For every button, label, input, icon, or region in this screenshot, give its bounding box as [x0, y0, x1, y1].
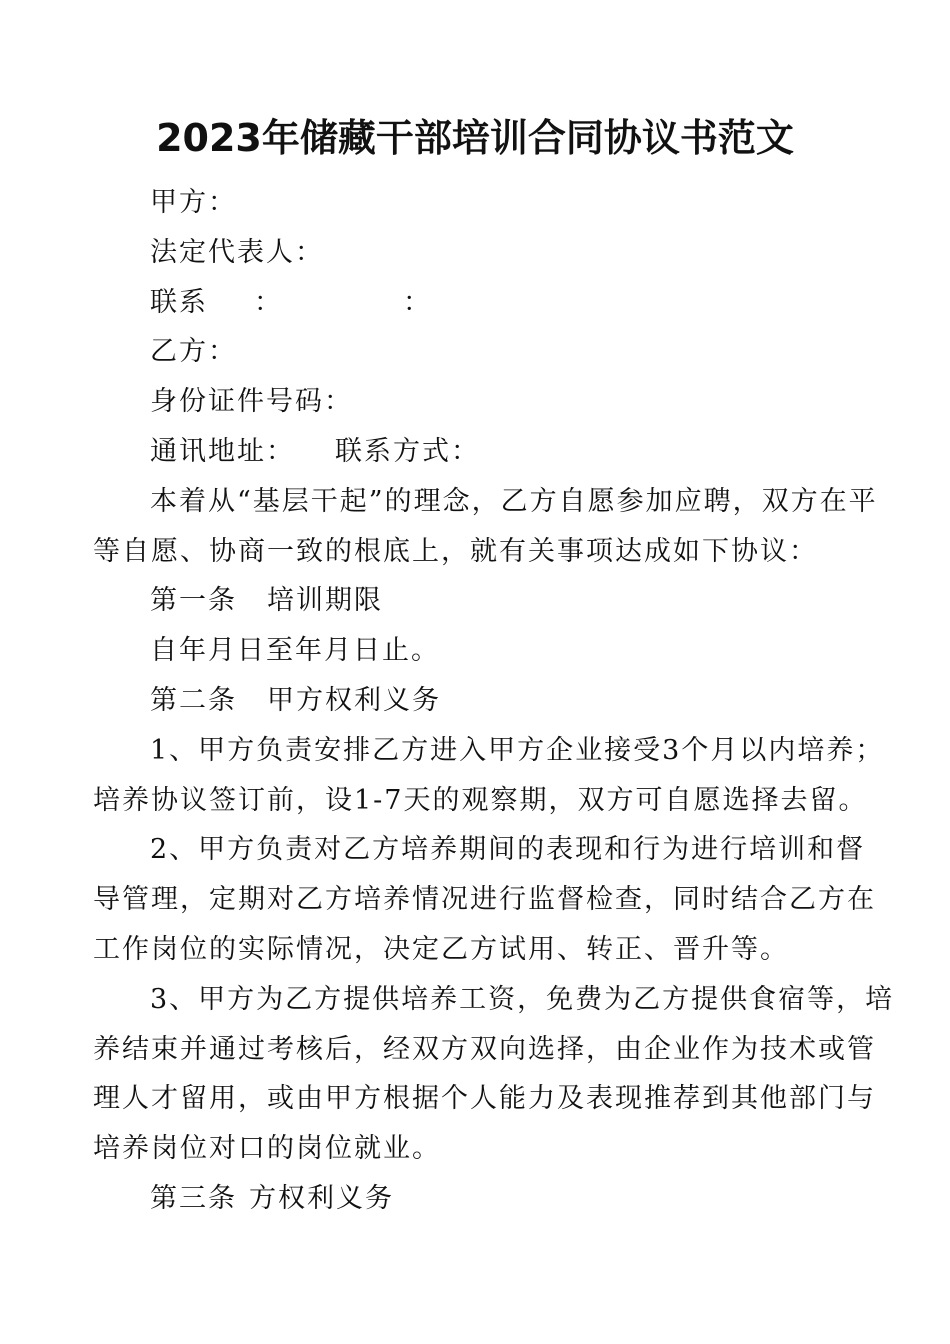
contact-colon-2: ：	[403, 286, 432, 318]
item-1-line-1: 1、甲方负责安排乙方进入甲方企业接受3个月以内培养；	[150, 734, 885, 766]
item-3-line-4: 培养岗位对口的岗位就业。	[93, 1133, 441, 1165]
intro-line-2: 等自愿、协商一致的根底上，就有关事项达成如下协议：	[93, 535, 818, 567]
contact-line	[93, 278, 861, 328]
article-1-title: 培训期限	[267, 585, 383, 617]
article-3-title: 方权利义务	[249, 1182, 394, 1214]
document-body	[93, 178, 895, 1224]
intro-line-1: 本着从“基层干起”的理念，乙方自愿参加应聘，双方在平	[150, 485, 878, 517]
article-2-number: 第二条	[150, 684, 237, 716]
document-title: 2023年储藏干部培训合同协议书范文	[156, 116, 794, 160]
item-2-line-3: 工作岗位的实际情况，决定乙方试用、转正、晋升等。	[93, 933, 789, 965]
address-line	[93, 427, 861, 477]
article-1-number: 第一条	[150, 585, 237, 617]
id-label: 身份证件号码：	[150, 386, 353, 418]
legal-rep-line	[93, 228, 861, 278]
article-3-number: 第三条	[150, 1182, 237, 1214]
party-b-line	[93, 327, 861, 377]
article-2-heading	[93, 676, 861, 726]
item-3-line-3: 理人才留用，或由甲方根据个人能力及表现推荐到其他部门与	[93, 1083, 876, 1115]
party-b-label: 乙方：	[150, 336, 237, 368]
item-2-line-1: 2、甲方负责对乙方培养期间的表现和行为进行培训和督	[150, 834, 866, 866]
article-1-heading	[93, 576, 861, 626]
id-line	[93, 377, 861, 427]
party-a-line	[93, 178, 861, 228]
party-a-label: 甲方：	[150, 187, 237, 218]
item-3-line-2: 养结束并通过考核后，经双方双向选择，由企业作为技术或管	[93, 1033, 876, 1065]
article-3-heading	[93, 1174, 861, 1224]
contact-label: 联系	[150, 286, 208, 318]
contact-method-label: 联系方式：	[335, 435, 480, 467]
item-3-line-1: 3、甲方为乙方提供培养工资，免费为乙方提供食宿等，培	[150, 983, 895, 1015]
article-2-title: 甲方权利义务	[267, 684, 441, 716]
legal-rep-label: 法定代表人：	[150, 236, 324, 268]
article-1-text: 自年月日至年月日止。	[150, 635, 440, 667]
item-1-line-2: 培养协议签订前，设1-7天的观察期，双方可自愿选择去留。	[93, 784, 868, 816]
contact-colon-1: ：	[254, 286, 283, 318]
item-2-line-2: 导管理，定期对乙方培养情况进行监督检查，同时结合乙方在	[93, 884, 876, 916]
address-label: 通讯地址：	[150, 435, 295, 467]
